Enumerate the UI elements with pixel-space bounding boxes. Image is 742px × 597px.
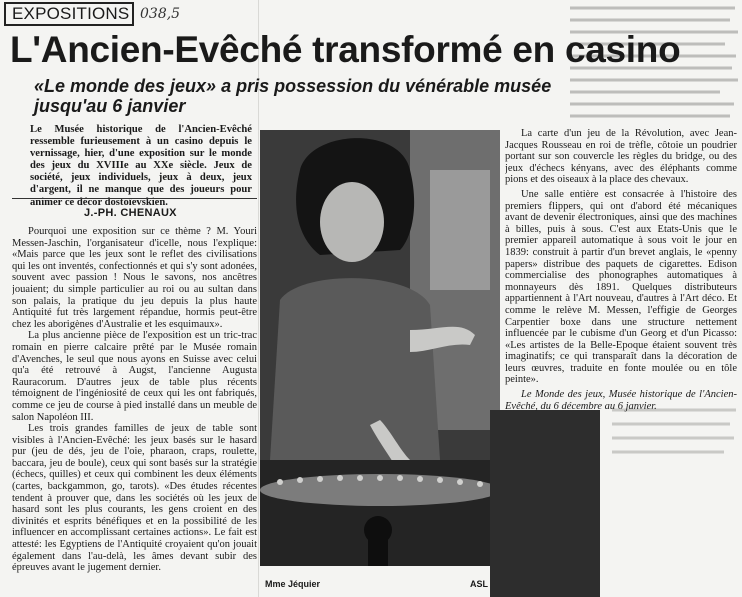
subheadline: «Le monde des jeux» a pris possession du vénérable musée jusqu'au 6 janvier <box>34 76 552 116</box>
paragraph: Pourquoi une exposition sur ce thème ? M. Youri Messen-Jaschin, l'organisateur d'icelle, nous l'explique: «Mais parce que les jeux sont le reflet des civilisations qui les ont inventés, confectionnés et qui s'y sont adonées, souvent avec passion ! Nous le savons, nos ancêtres jouaient; du simple particulier au roi ou au sultan dans son palais, la pratique du jeu depuis la plus haute Antiquité fut très largement répandue, hormis peut-être chez les aborigènes d'Australie et les esquimaux». <box>12 226 257 330</box>
paragraph: Une salle entière est consacrée à l'histoire des premiers flippers, qui ont d'abord été mécaniques avant de devenir électroniques, ainsi que des machines à billes, puis à sous. C'est aux Etats-Unis que le premier appareil automatique à sous voit le jour en 1839: construit à partir d'un brevet anglais, le «penny papers» distribue des paquets de cigarettes. Edison commercialise des phonographes automatiques à monnayeurs dès 1891. Quelques distributeurs appartiennent à l'Art nouveau, d'autres à l'Art déco. Et comme le relève M. Messen, l'effigie de Georges Carpentier boxe dans une structure nettement influencée par le cubisme d'un Georg et d'un Picasso: «Les artistes de la Belle-Epoque étaient souvent très imaginatifs; ce qui transparaît dans la décoration de leurs œuvres, traduite en fonte moulée ou en tôle peinte». <box>505 188 737 386</box>
handwritten-note: 038,5 <box>140 6 181 22</box>
right-column <box>505 128 737 448</box>
paragraph: Les trois grandes familles de jeux de table sont visibles à l'Ancien-Evêché: les jeux basés sur le hasard pur (jeu de dés, jeu de l'oie, pharaon, craps, roulette, baccara, jeu de boule), ceux qui sont basés sur la stratégie (échecs, quilles) et ceux qui combinent les deux éléments (cartes, backgammon, go, tarots). «Des études récentes tendent à prouver que, dans les sociétés où les jeux de hasard sont les plus courants, les gens croient en des divinités et esprits bénéfiques et en la possibilité de les influencer en accomplissant certaines actions». Le fait est attesté: les Egyptiens de l'Antiquité croyaient qu'on jouait également dans l'au-delà, les âmes devant subir des épreuves avant le jugement dernier. <box>12 423 257 574</box>
headline: L'Ancien-Evêché transformé en casino <box>10 29 681 70</box>
paragraph: La plus ancienne pièce de l'exposition est un tric-trac romain en pierre calcaire prêté par le Musée romain d'Avenches, le seul que nous ayons en Suisse avec celui qu'a été retrouvé à Augst, l'ancienne Augusta Rauracorum. D'autres jeux de table plus récents témoignent de l'ingéniosité de ceux qui les ont fabriqués, comme ce jeu de course à pied installé dans un meuble de salon Napoléon III. <box>12 330 257 423</box>
article-photo <box>260 130 500 566</box>
left-column <box>12 226 257 596</box>
paragraph: La carte d'un jeu de la Révolution, avec Jean-Jacques Rousseau en roi de trèfle, côtoie un poudrier portant sur son couvercle les règles du bridge, ou des jeux d'échecs kényans, avec des éléphants comme pions et des oiseaux à la place des chevaux. <box>505 128 737 186</box>
photo-credit: ASL <box>470 579 488 589</box>
photo-caption: Mme Jéquier <box>265 579 321 589</box>
byline: J.-PH. CHENAUX <box>84 207 177 219</box>
lead-paragraph: Le Musée historique de l'Ancien-Evêché ressemble furieusement à un casino depuis le vernissage, hier, d'une exposition sur le monde des jeux du XVIIIe au XXe siècle. Jeux de société, jeux individuels, jeux à deux, jeux d'argent, il ne manque que des joueurs pour animer ce décor dostoïevskien. <box>30 124 252 208</box>
byline-rule <box>12 198 257 199</box>
section-rubric: EXPOSITIONS <box>4 2 134 26</box>
photo-woman-at-game-table <box>260 130 500 566</box>
exhibition-info: Le Monde des jeux, Musée historique de l'Ancien-Evêché, du 6 décembre au 6 janvier. <box>505 389 737 412</box>
